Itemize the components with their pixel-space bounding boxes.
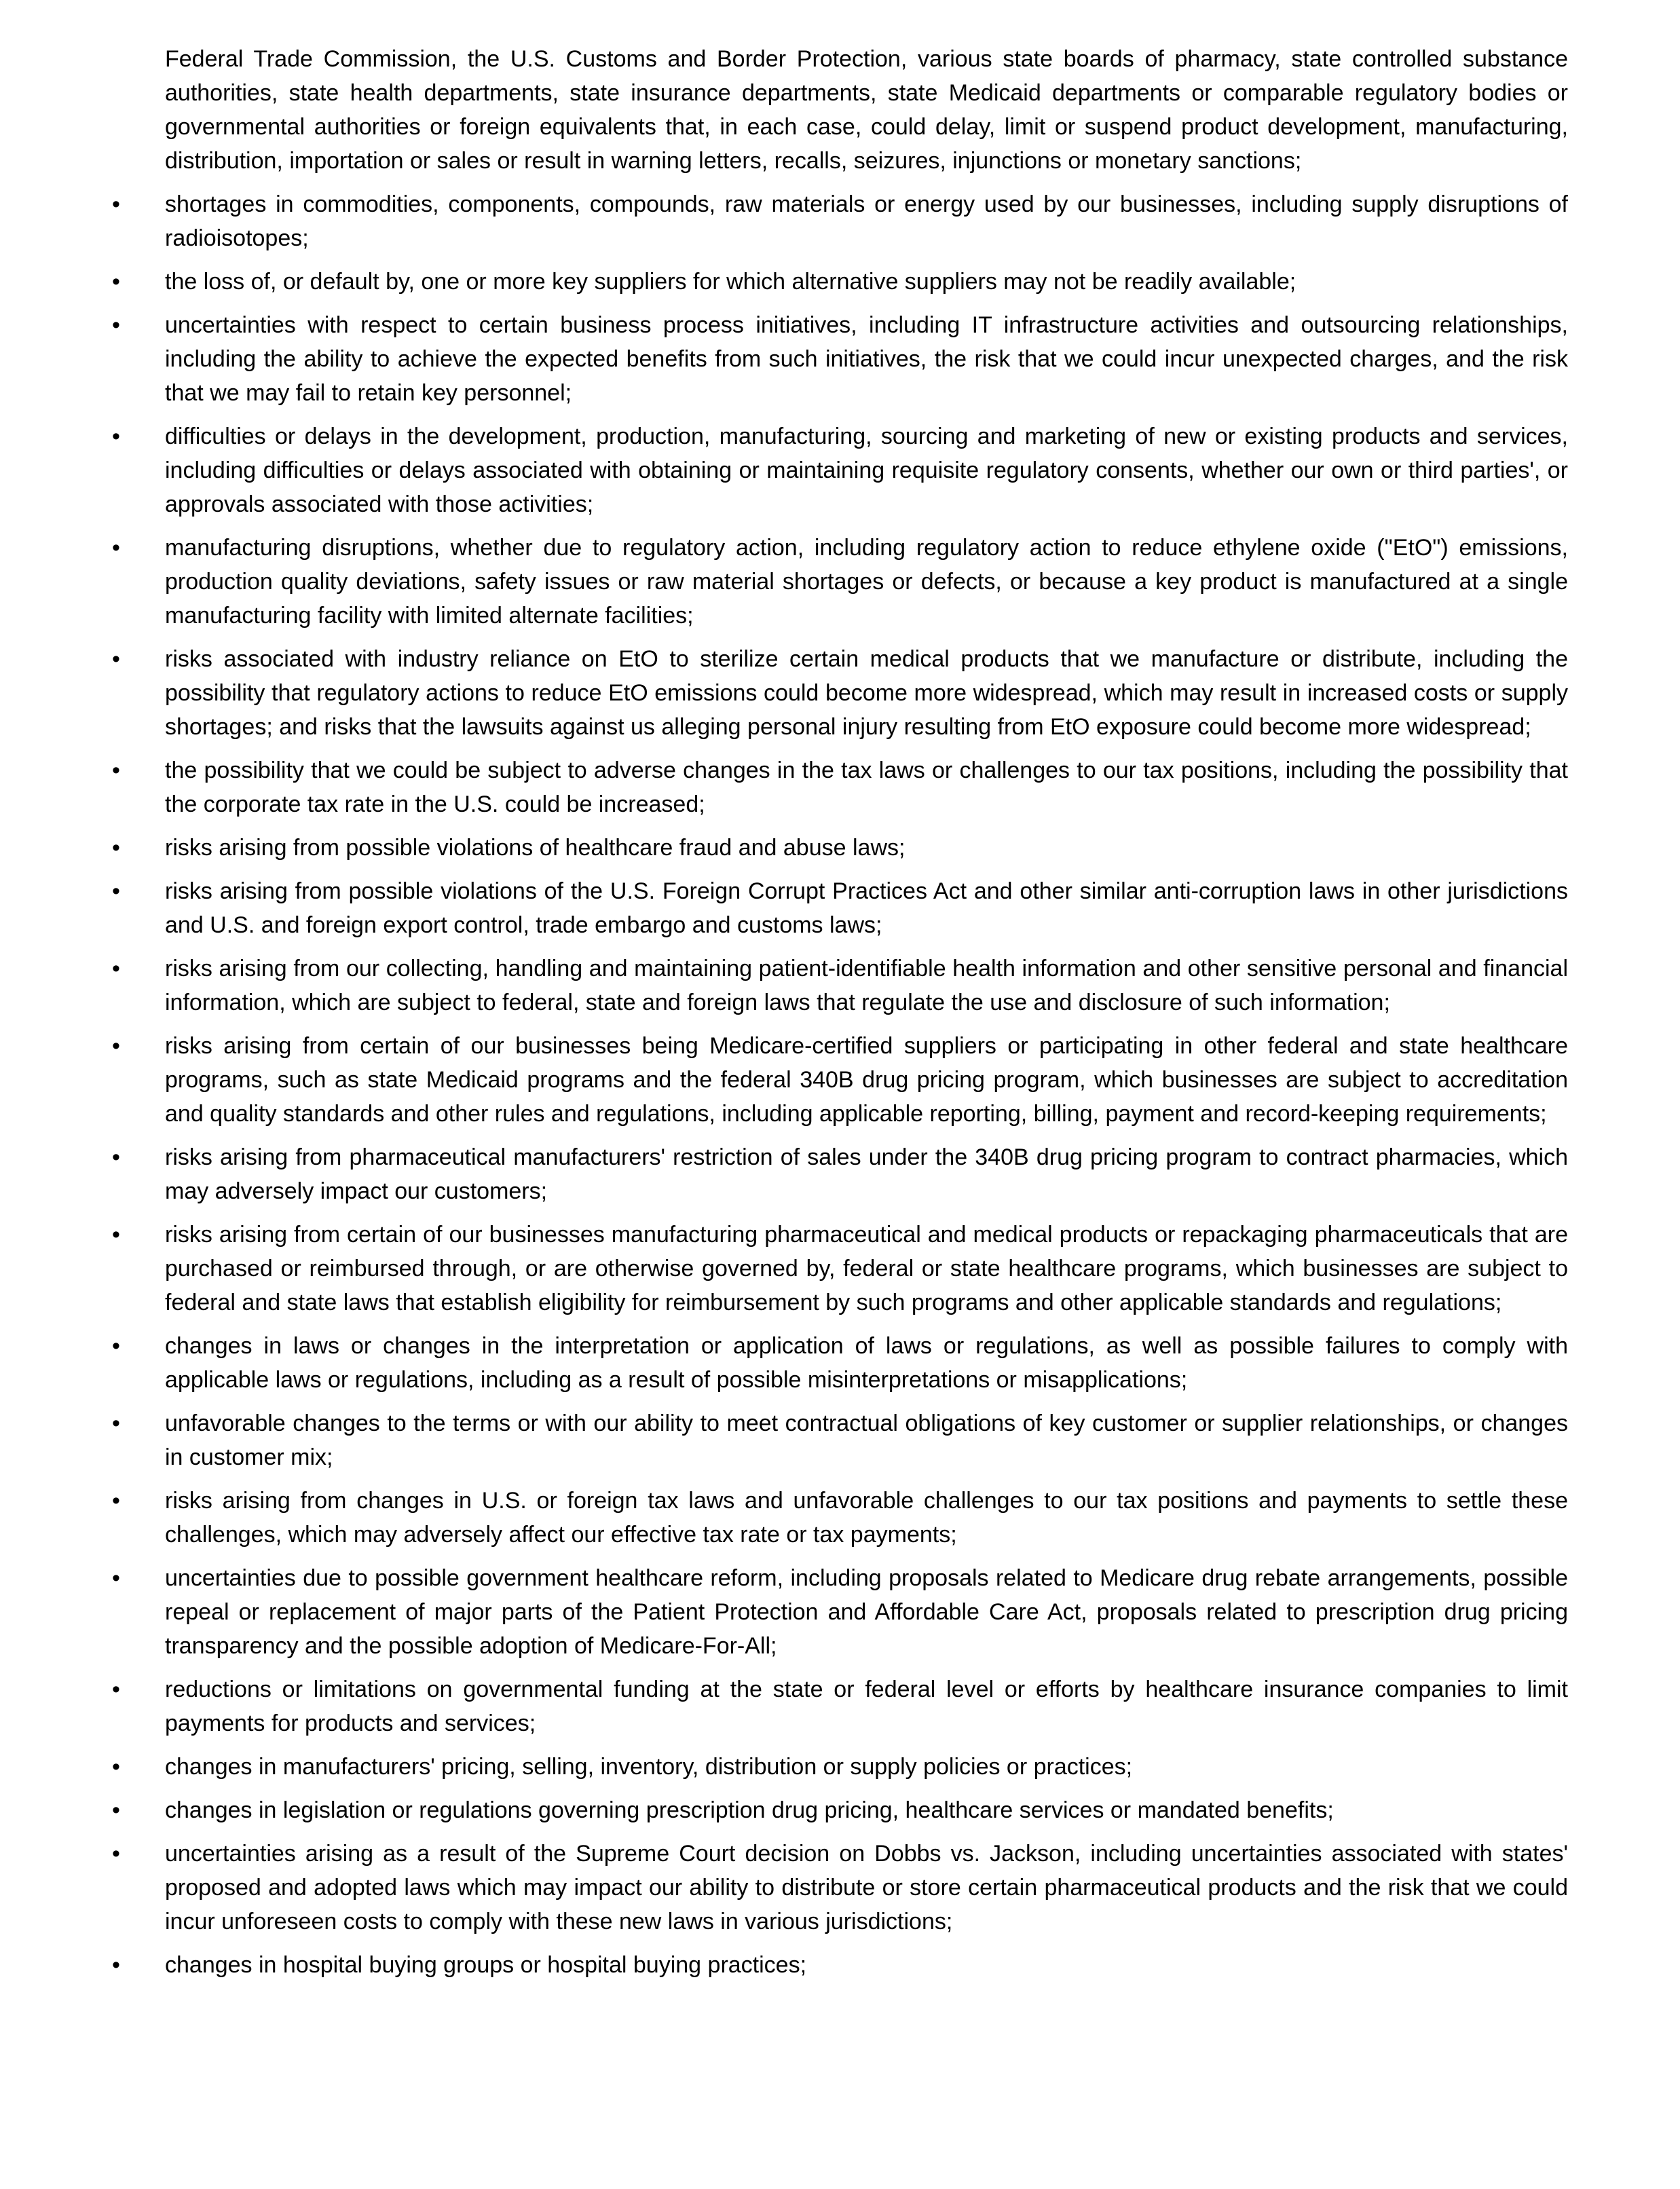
bullet-icon: • [112, 312, 120, 338]
list-item-text: risks associated with industry reliance on EtO to sterilize certain medical products that we manufacture or distribute, including the possibility that regulatory actions to reduce EtO emissions could become more widespread, which may result in increased costs or supply shortages; and risks that the lawsuits against us alleging personal injury resulting from EtO exposure could become more widespread; [165, 646, 1568, 740]
list-item-text: uncertainties with respect to certain business process initiatives, including IT infrastructure activities and outsourcing relationships, including the ability to achieve the expected benefits from such initiatives, the risk that we could incur unexpected charges, and the risk that we may fail to retain key personnel; [165, 312, 1568, 406]
risk-factor-list [0, 187, 1680, 1982]
list-item-text: changes in manufacturers' pricing, selling, inventory, distribution or supply policies or practices; [165, 1754, 1133, 1780]
list-item [0, 1750, 1568, 1784]
list-item [0, 874, 1568, 942]
bullet-icon: • [112, 1952, 120, 1978]
list-item-text: uncertainties due to possible government healthcare reform, including proposals related to Medicare drug rebate arrangements, possible repeal or replacement of major parts of the Patient Protection and Affordable Care Act, proposals related to prescription drug pricing transparency and the possible adoption of Medicare-For-All; [165, 1565, 1568, 1659]
list-item-text: the possibility that we could be subject to adverse changes in the tax laws or challenges to our tax positions, including the possibility that the corporate tax rate in the U.S. could be increased; [165, 757, 1568, 817]
list-item-text: risks arising from our collecting, handling and maintaining patient-identifiable health information and other sensitive personal and financial information, which are subject to federal, state and foreign laws that regulate the use and disclosure of such information; [165, 956, 1568, 1015]
list-item [0, 1406, 1568, 1474]
list-item-text: risks arising from certain of our businesses being Medicare-certified suppliers or participating in other federal and state healthcare programs, such as state Medicaid programs and the federal 340B drug pricing program, which businesses are subject to accreditation and quality standards and other rules and regulations, including applicable reporting, billing, payment and record-keeping requirements; [165, 1033, 1568, 1127]
list-item-text: difficulties or delays in the development, production, manufacturing, sourcing and marketing of new or existing products and services, including difficulties or delays associated with obtaining or maintaining requisite regulatory consents, whether our own or third parties', or approvals associated with those activities; [165, 424, 1568, 517]
list-item [0, 1561, 1568, 1663]
bullet-icon: • [112, 757, 120, 783]
list-item [0, 642, 1568, 744]
list-item-text: shortages in commodities, components, compounds, raw materials or energy used by our businesses, including supply disruptions of radioisotopes; [165, 191, 1568, 251]
list-item [0, 952, 1568, 1019]
list-item [0, 1329, 1568, 1397]
list-item-text: risks arising from certain of our businesses manufacturing pharmaceutical and medical products or repackaging pharmaceuticals that are purchased or reimbursed through, or are otherwise governed by, federal or state healthcare programs, which businesses are subject to federal and state laws that establish eligibility for reimbursement by such programs and other applicable standards and regulations; [165, 1222, 1568, 1315]
list-item [0, 831, 1568, 865]
list-item [0, 265, 1568, 299]
bullet-icon: • [112, 424, 120, 449]
bullet-icon: • [112, 835, 120, 861]
list-item-text: manufacturing disruptions, whether due to regulatory action, including regulatory action to reduce ethylene oxide ("EtO") emissions, production quality deviations, safety issues or raw material shortages or defects, or because a key product is manufactured at a single manufacturing facility with limited alternate facilities; [165, 535, 1568, 629]
list-item-text: the loss of, or default by, one or more key suppliers for which alternative suppliers may not be readily available; [165, 269, 1296, 295]
bullet-icon: • [112, 1841, 120, 1867]
list-item [0, 1484, 1568, 1552]
bullet-icon: • [112, 1144, 120, 1170]
bullet-icon: • [112, 269, 120, 295]
list-item [0, 1948, 1568, 1982]
list-item [0, 187, 1568, 255]
continuation-paragraph: Federal Trade Commission, the U.S. Customs and Border Protection, various state boards of pharmacy, state controlled substance authorities, state health departments, state insurance departments, state Medicaid departments or comparable regulatory bodies or governmental authorities or foreign equivalents that, in each case, could delay, limit or suspend product development, manufacturing, distribution, importation or sales or result in warning letters, recalls, seizures, injunctions or monetary sanctions; [165, 46, 1568, 174]
bullet-icon: • [112, 1677, 120, 1702]
list-item [0, 1672, 1568, 1740]
list-item [0, 1218, 1568, 1320]
list-item-text: changes in hospital buying groups or hospital buying practices; [165, 1952, 807, 1978]
bullet-icon: • [112, 1488, 120, 1514]
document-page [0, 42, 1680, 1991]
list-item [0, 1029, 1568, 1131]
list-item [0, 1140, 1568, 1208]
list-item [0, 308, 1568, 410]
list-item-text: changes in legislation or regulations governing prescription drug pricing, healthcare services or mandated benefits; [165, 1797, 1334, 1823]
bullet-icon: • [112, 191, 120, 217]
bullet-icon: • [112, 1565, 120, 1591]
list-item-text: risks arising from changes in U.S. or foreign tax laws and unfavorable challenges to our tax positions and payments to settle these challenges, which may adversely affect our effective tax rate or tax payments; [165, 1488, 1568, 1548]
list-item [0, 531, 1568, 633]
bullet-icon: • [112, 1410, 120, 1436]
list-item-text: risks arising from pharmaceutical manufacturers' restriction of sales under the 340B drug pricing program to contract pharmacies, which may adversely impact our customers; [165, 1144, 1568, 1204]
bullet-icon: • [112, 1754, 120, 1780]
list-item [0, 419, 1568, 521]
bullet-icon: • [112, 1222, 120, 1248]
bullet-icon: • [112, 1797, 120, 1823]
list-item-text: reductions or limitations on governmental funding at the state or federal level or efforts by healthcare insurance companies to limit payments for products and services; [165, 1677, 1568, 1736]
bullet-icon: • [112, 1033, 120, 1059]
list-item-text: uncertainties arising as a result of the Supreme Court decision on Dobbs vs. Jackson, including uncertainties associated with states' proposed and adopted laws which may impact our ability to distribute or store certain pharmaceutical products and the risk that we could incur unforeseen costs to comply with these new laws in various jurisdictions; [165, 1841, 1568, 1934]
bullet-icon: • [112, 956, 120, 981]
list-item [0, 1837, 1568, 1939]
list-item-text: risks arising from possible violations of healthcare fraud and abuse laws; [165, 835, 906, 861]
list-item-text: unfavorable changes to the terms or with our ability to meet contractual obligations of key customer or supplier relationships, or changes in customer mix; [165, 1410, 1568, 1470]
bullet-icon: • [112, 1333, 120, 1359]
list-item [0, 1793, 1568, 1827]
list-item-text: changes in laws or changes in the interpretation or application of laws or regulations, as well as possible failures to comply with applicable laws or regulations, including as a result of possible misinterpretations or misapplications; [165, 1333, 1568, 1393]
list-item-text: risks arising from possible violations of the U.S. Foreign Corrupt Practices Act and other similar anti-corruption laws in other jurisdictions and U.S. and foreign export control, trade embargo and customs laws; [165, 878, 1568, 938]
list-item [0, 753, 1568, 821]
bullet-icon: • [112, 878, 120, 904]
bullet-icon: • [112, 535, 120, 561]
bullet-icon: • [112, 646, 120, 672]
